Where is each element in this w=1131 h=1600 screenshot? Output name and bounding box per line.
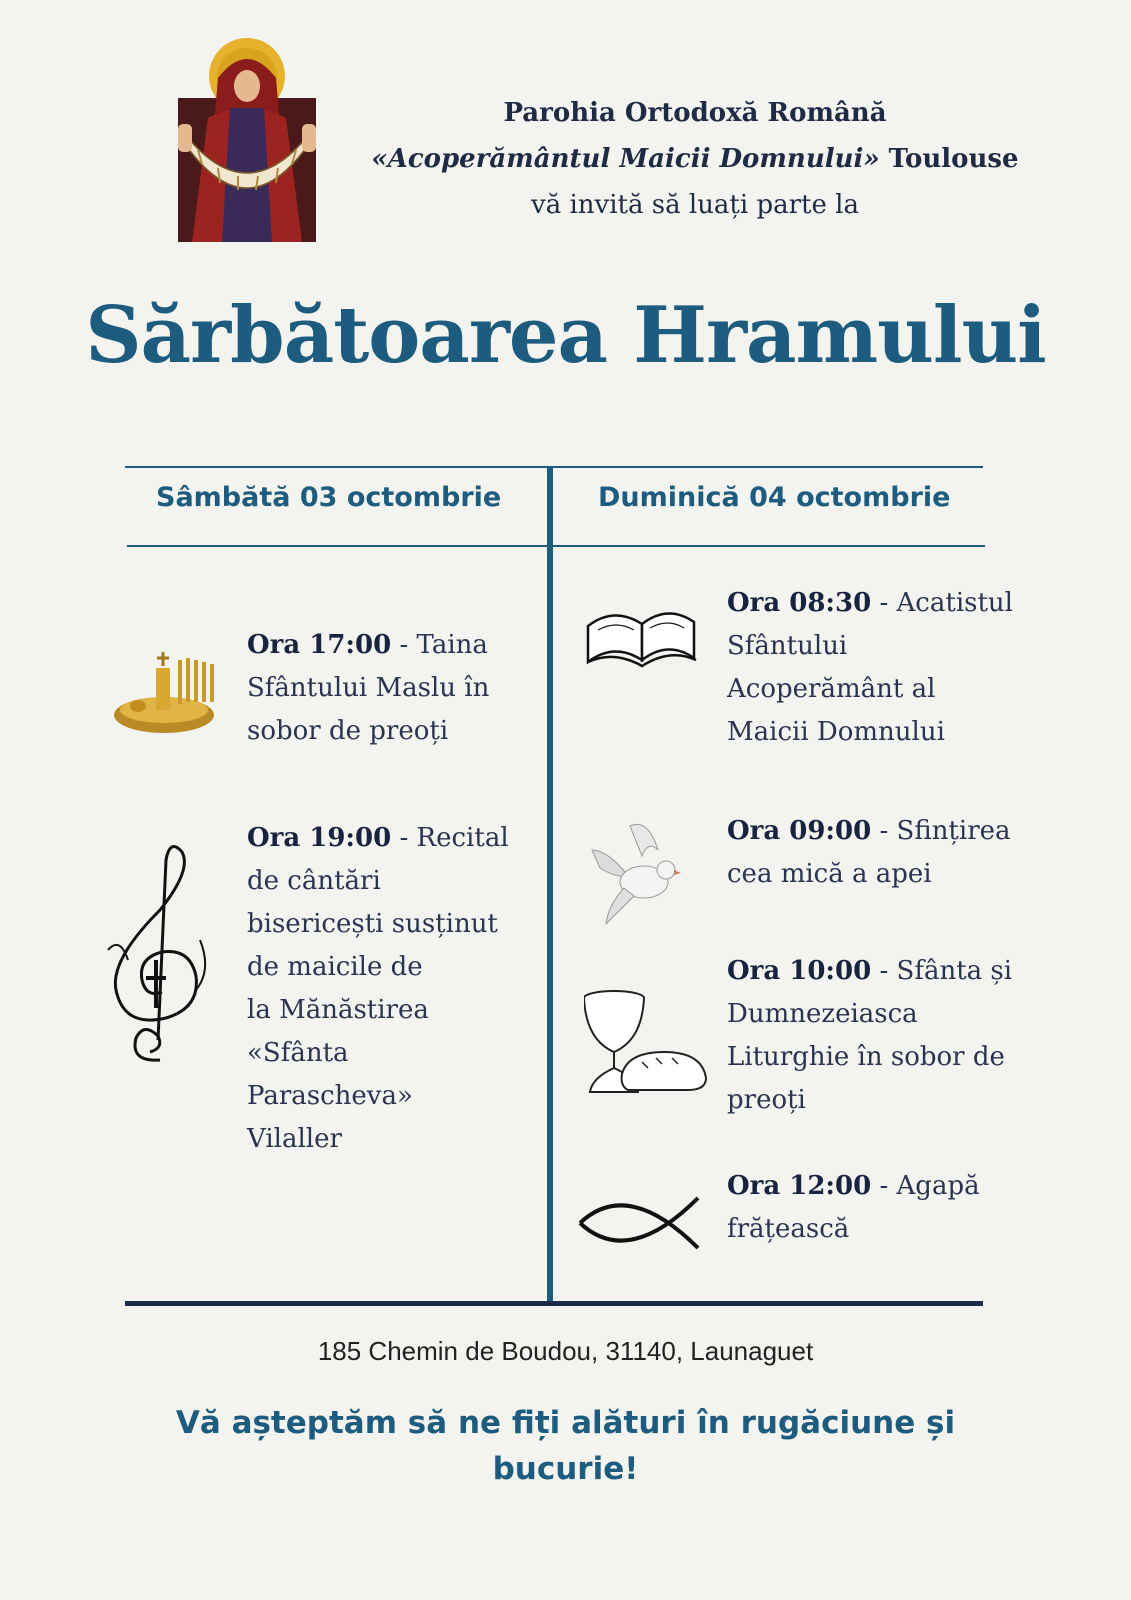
event-time: Ora 17:00 bbox=[247, 630, 392, 660]
event-text: - Recital bbox=[399, 823, 509, 853]
sunday-event-1 bbox=[727, 582, 1017, 754]
event-text: - Acatistul bbox=[879, 588, 1013, 618]
event-text: - Taina bbox=[399, 630, 488, 660]
event-text: bisericești susținut bbox=[247, 909, 498, 939]
open-book-icon bbox=[584, 600, 700, 672]
treble-clef-icon bbox=[100, 840, 212, 1070]
event-text: Acoperământ al bbox=[727, 674, 936, 704]
event-text: Parascheva» bbox=[247, 1081, 413, 1111]
event-text: frățească bbox=[727, 1214, 850, 1244]
event-text: «Sfânta bbox=[247, 1038, 349, 1068]
event-text: de maicile de bbox=[247, 952, 423, 982]
event-text: Sfântului Maslu în bbox=[247, 673, 490, 703]
event-time: Ora 10:00 bbox=[727, 956, 872, 986]
event-time: Ora 09:00 bbox=[727, 816, 872, 846]
table-top-rule bbox=[125, 466, 983, 468]
parish-name: Parohia Ortodoxă Română bbox=[503, 98, 887, 128]
fish-icon bbox=[578, 1190, 702, 1256]
dedication-name: «Acoperământul Maicii Domnului» bbox=[371, 144, 880, 174]
event-text: - Sfințirea bbox=[879, 816, 1011, 846]
page-title: Sărbătoarea Hramului bbox=[85, 290, 1046, 381]
theotokos-icon bbox=[178, 38, 316, 242]
address: 185 Chemin de Boudou, 31140, Launaguet bbox=[317, 1336, 814, 1366]
saturday-event-2 bbox=[247, 817, 527, 1161]
event-text: - Sfânta și bbox=[879, 956, 1013, 986]
table-bottom-rule bbox=[125, 1301, 983, 1306]
sunday-heading: Duminică 04 octombrie bbox=[598, 482, 951, 513]
saturday-event-1 bbox=[247, 624, 527, 753]
sunday-event-3 bbox=[727, 950, 1017, 1122]
event-text: de cântări bbox=[247, 866, 381, 896]
event-text: - Agapă bbox=[879, 1171, 980, 1201]
event-text: sobor de preoți bbox=[247, 716, 449, 746]
event-text: la Mănăstirea bbox=[247, 995, 429, 1025]
sunday-event-4 bbox=[727, 1165, 1017, 1251]
event-time: Ora 19:00 bbox=[247, 823, 392, 853]
sunday-event-2 bbox=[727, 810, 1017, 896]
event-time: Ora 08:30 bbox=[727, 588, 872, 618]
event-text: preoți bbox=[727, 1085, 806, 1115]
oil-lamp-icon bbox=[112, 650, 222, 740]
event-text: Vilaller bbox=[247, 1124, 342, 1154]
chalice-bread-icon bbox=[584, 990, 708, 1094]
event-text: cea mică a apei bbox=[727, 859, 932, 889]
event-time: Ora 12:00 bbox=[727, 1171, 872, 1201]
table-header-rule bbox=[127, 545, 985, 547]
event-text: Liturghie în sobor de bbox=[727, 1042, 1005, 1072]
dove-icon bbox=[588, 820, 684, 928]
table-center-divider bbox=[547, 466, 553, 1304]
event-text: Maicii Domnului bbox=[727, 717, 945, 747]
event-text: Dumnezeiasca bbox=[727, 999, 918, 1029]
invitation-text: vă invită să luați parte la bbox=[531, 190, 859, 220]
saturday-heading: Sâmbătă 03 octombrie bbox=[156, 482, 502, 513]
closing-message: Vă așteptăm să ne fiți alături în rugăciune și bucurie! bbox=[175, 1405, 956, 1487]
parish-dedication bbox=[370, 136, 1020, 182]
dedication-city: Toulouse bbox=[879, 144, 1019, 174]
event-text: Sfântului bbox=[727, 631, 848, 661]
